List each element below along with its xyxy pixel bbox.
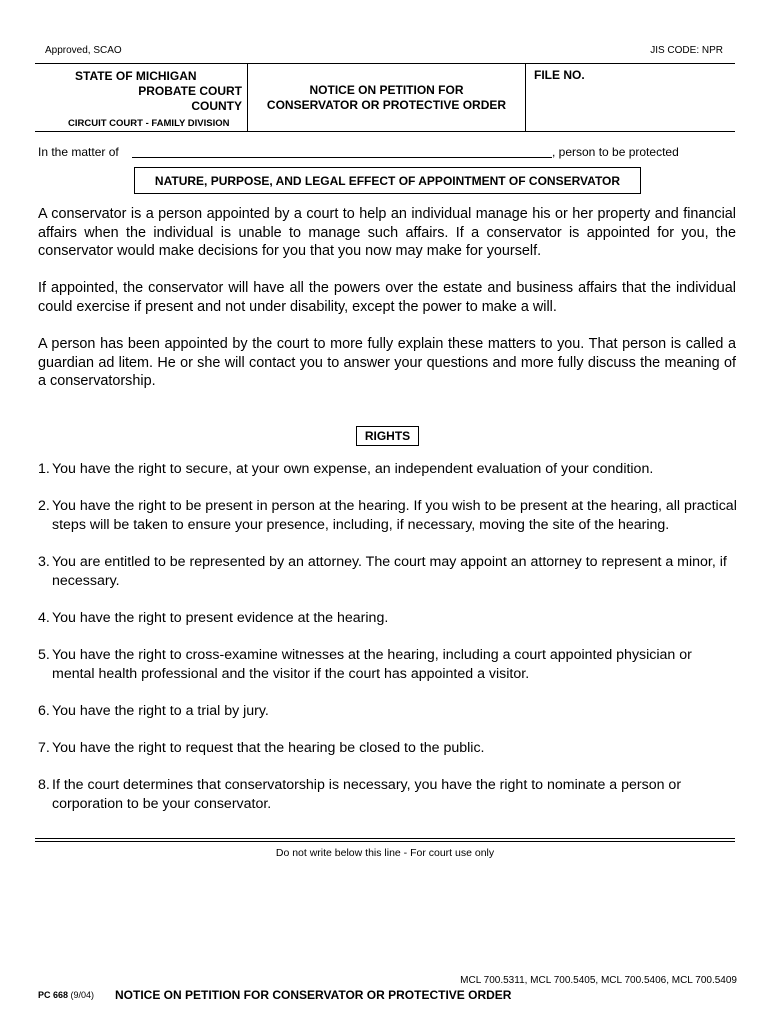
- right-text: You have the right to a trial by jury.: [52, 703, 269, 719]
- form-title-line1: NOTICE ON PETITION FOR: [309, 83, 464, 97]
- header-divider-right: [525, 64, 526, 131]
- right-number: 4.: [38, 610, 50, 626]
- file-no-label: FILE NO.: [534, 68, 585, 82]
- form-id: [38, 990, 94, 1000]
- right-item-2: [38, 497, 738, 534]
- footer-form-title: NOTICE ON PETITION FOR CONSERVATOR OR PROTECTIVE ORDER: [115, 988, 512, 1002]
- right-item-5: [38, 646, 738, 683]
- right-number: 1.: [38, 461, 50, 477]
- right-text: You have the right to cross-examine witnesses at the hearing, including a court appointed physician or mental health professional and the visitor if the court has appointed a visitor.: [52, 647, 692, 682]
- right-number: 3.: [38, 554, 50, 570]
- right-item-8: [38, 776, 738, 813]
- nature-heading: NATURE, PURPOSE, AND LEGAL EFFECT OF APPOINTMENT OF CONSERVATOR: [134, 167, 641, 194]
- state-label: STATE OF MICHIGAN: [75, 69, 197, 83]
- right-item-6: [38, 702, 738, 721]
- right-number: 6.: [38, 703, 50, 719]
- court-use-divider: [35, 838, 735, 842]
- rights-heading: RIGHTS: [356, 426, 419, 446]
- division-label: CIRCUIT COURT - FAMILY DIVISION: [68, 118, 230, 129]
- paragraph-powers: If appointed, the conservator will have all the powers over the estate and business affairs that the individual could exercise if present and not under disability, except the power to make a will.: [38, 280, 736, 315]
- paragraph-guardian-ad-litem: A person has been appointed by the court to more fully explain these matters to you. That person is called a guardian ad litem. He or she will contact you to answer your questions and more fully discuss the meaning of a conservatorship.: [38, 336, 736, 389]
- form-number: PC 668: [38, 990, 69, 1000]
- right-number: 7.: [38, 740, 50, 756]
- matter-prefix: In the matter of: [38, 145, 119, 159]
- right-number: 5.: [38, 647, 50, 663]
- right-text: If the court determines that conservatorship is necessary, you have the right to nominate a person or corporation to be your conservator.: [52, 777, 682, 812]
- right-text: You are entitled to be represented by an attorney. The court may appoint an attorney to represent a minor, if necessary.: [52, 554, 727, 589]
- right-item-4: [38, 609, 738, 628]
- approved-label: Approved, SCAO: [45, 45, 122, 56]
- right-item-3: [38, 553, 738, 590]
- matter-suffix: , person to be protected: [552, 145, 679, 159]
- right-item-1: [38, 460, 738, 479]
- header-box: [35, 63, 735, 132]
- form-date: (9/04): [70, 990, 95, 1000]
- mcl-references: MCL 700.5311, MCL 700.5405, MCL 700.5406, MCL 700.5409: [460, 975, 737, 986]
- county-label: COUNTY: [191, 99, 242, 113]
- matter-name-field[interactable]: [132, 157, 552, 158]
- right-number: 2.: [38, 498, 50, 514]
- right-number: 8.: [38, 777, 50, 793]
- form-title-line2: CONSERVATOR OR PROTECTIVE ORDER: [266, 98, 507, 112]
- probate-court-label: PROBATE COURT: [138, 84, 242, 98]
- court-use-label: Do not write below this line - For court use only: [275, 847, 495, 859]
- right-item-7: [38, 739, 738, 758]
- right-text: You have the right to secure, at your own expense, an independent evaluation of your condition.: [52, 461, 654, 477]
- paragraph-definition: A conservator is a person appointed by a court to help an individual manage his or her property and financial affairs when the individual is unable to manage such affairs. If a conservator is appointed for you, the conservator would make decisions for you that you now may make for yourself.: [38, 206, 736, 259]
- jis-code-label: JIS CODE: NPR: [650, 45, 723, 56]
- right-text: You have the right to request that the hearing be closed to the public.: [52, 740, 485, 756]
- right-text: You have the right to be present in person at the hearing. If you wish to be present at the hearing, all practical steps will be taken to ensure your presence, including, if necessary, moving the site of the hearing.: [52, 498, 737, 533]
- right-text: You have the right to present evidence at the hearing.: [52, 610, 389, 626]
